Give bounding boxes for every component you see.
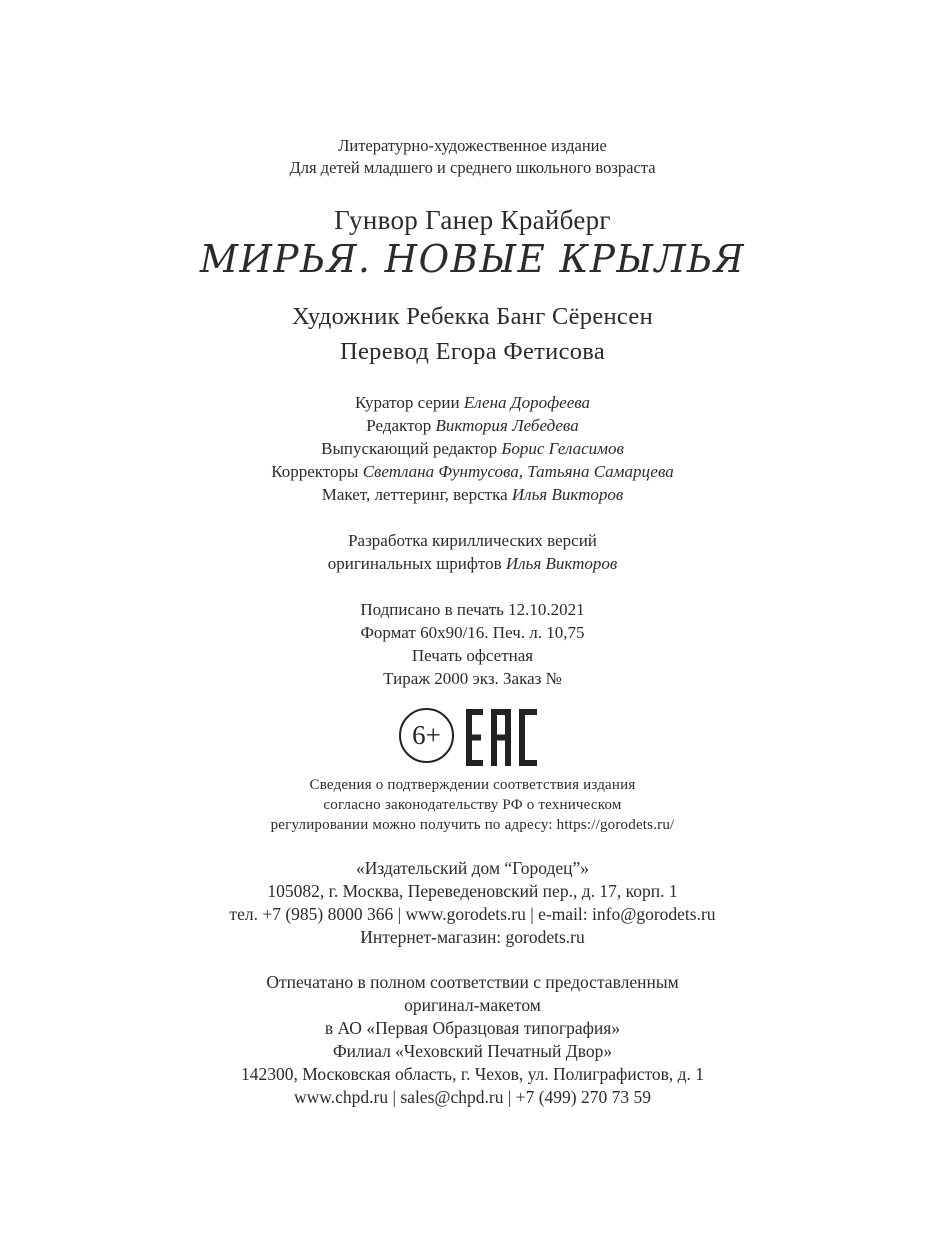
print-info-line: Подписано в печать 12.10.2021 xyxy=(360,600,585,619)
conformity-line: регулировании можно получить по адресу: https://gorodets.ru/ xyxy=(270,817,675,833)
staff-list xyxy=(0,391,945,506)
fonts-credit-role: оригинальных шрифтов xyxy=(327,554,502,573)
staff-name: Виктория Лебедева xyxy=(435,416,579,435)
author-name: Гунвор Ганер Крайберг xyxy=(334,205,611,235)
publisher-name: «Издательский дом “Городец”» xyxy=(355,858,590,878)
printer-line: оригинал-макетом xyxy=(404,995,541,1015)
publisher-address: 105082, г. Москва, Переведеновский пер., д. 17, корп. 1 xyxy=(267,881,678,901)
staff-line xyxy=(0,391,945,414)
fonts-credit-line xyxy=(0,552,945,575)
staff-role: Куратор серии xyxy=(354,393,460,412)
publisher-shop: Интернет-магазин: gorodets.ru xyxy=(360,927,585,947)
staff-role: Корректоры xyxy=(271,462,359,481)
staff-name: Светлана Фунтусова, Татьяна Самарцева xyxy=(362,462,674,481)
conformity-info xyxy=(0,775,945,835)
audience-line: Для детей младшего и среднего школьного возраста xyxy=(289,158,656,177)
staff-name: Елена Дорофеева xyxy=(463,393,591,412)
edition-type xyxy=(0,135,945,179)
fonts-credit-line: Разработка кириллических версий xyxy=(348,531,597,550)
conformity-line: согласно законодательству РФ о техническом xyxy=(323,797,622,813)
staff-role: Макет, леттеринг, верстка xyxy=(321,485,508,504)
printer-contacts: www.chpd.ru | sales@chpd.ru | +7 (499) 270 73 59 xyxy=(293,1087,651,1107)
fonts-credit xyxy=(0,529,945,575)
conformity-line: Сведения о подтверждении соответствия издания xyxy=(309,777,636,793)
book-title: МИРЬЯ. НОВЫЕ КРЫЛЬЯ xyxy=(199,237,746,281)
illustrator-credit: Художник Ребекка Банг Сёренсен xyxy=(292,303,653,330)
translator-credit: Перевод Егора Фетисова xyxy=(339,338,606,365)
edition-line: Литературно-художественное издание xyxy=(338,136,607,155)
eac-conformity-mark-icon xyxy=(464,709,540,766)
certification-marks xyxy=(0,705,945,769)
print-info-line: Печать офсетная xyxy=(411,646,534,665)
printer-line: Филиал «Чеховский Печатный Двор» xyxy=(332,1041,613,1061)
age-rating-badge: 6+ xyxy=(399,708,454,763)
staff-line xyxy=(0,414,945,437)
staff-role: Редактор xyxy=(366,416,432,435)
staff-line xyxy=(0,437,945,460)
staff-name: Борис Геласимов xyxy=(501,439,624,458)
staff-role: Выпускающий редактор xyxy=(321,439,498,458)
staff-line xyxy=(0,460,945,483)
publisher-contacts: тел. +7 (985) 8000 366 | www.gorodets.ru | e-mail: info@gorodets.ru xyxy=(229,904,716,924)
print-info xyxy=(0,598,945,690)
print-info-line: Тираж 2000 экз. Заказ № xyxy=(383,669,562,688)
printer-line: в АО «Первая Образцовая типография» xyxy=(324,1018,621,1038)
publisher-info xyxy=(0,857,945,949)
printer-address: 142300, Московская область, г. Чехов, ул. Полиграфистов, д. 1 xyxy=(240,1064,705,1084)
staff-line xyxy=(0,483,945,506)
staff-name: Илья Викторов xyxy=(511,485,624,504)
main-credits xyxy=(0,299,945,369)
printer-line: Отпечатано в полном соответствии с предоставленным xyxy=(266,972,679,992)
fonts-credit-name: Илья Викторов xyxy=(505,554,618,573)
printer-info xyxy=(0,971,945,1109)
print-info-line: Формат 60x90/16. Печ. л. 10,75 xyxy=(360,623,585,642)
